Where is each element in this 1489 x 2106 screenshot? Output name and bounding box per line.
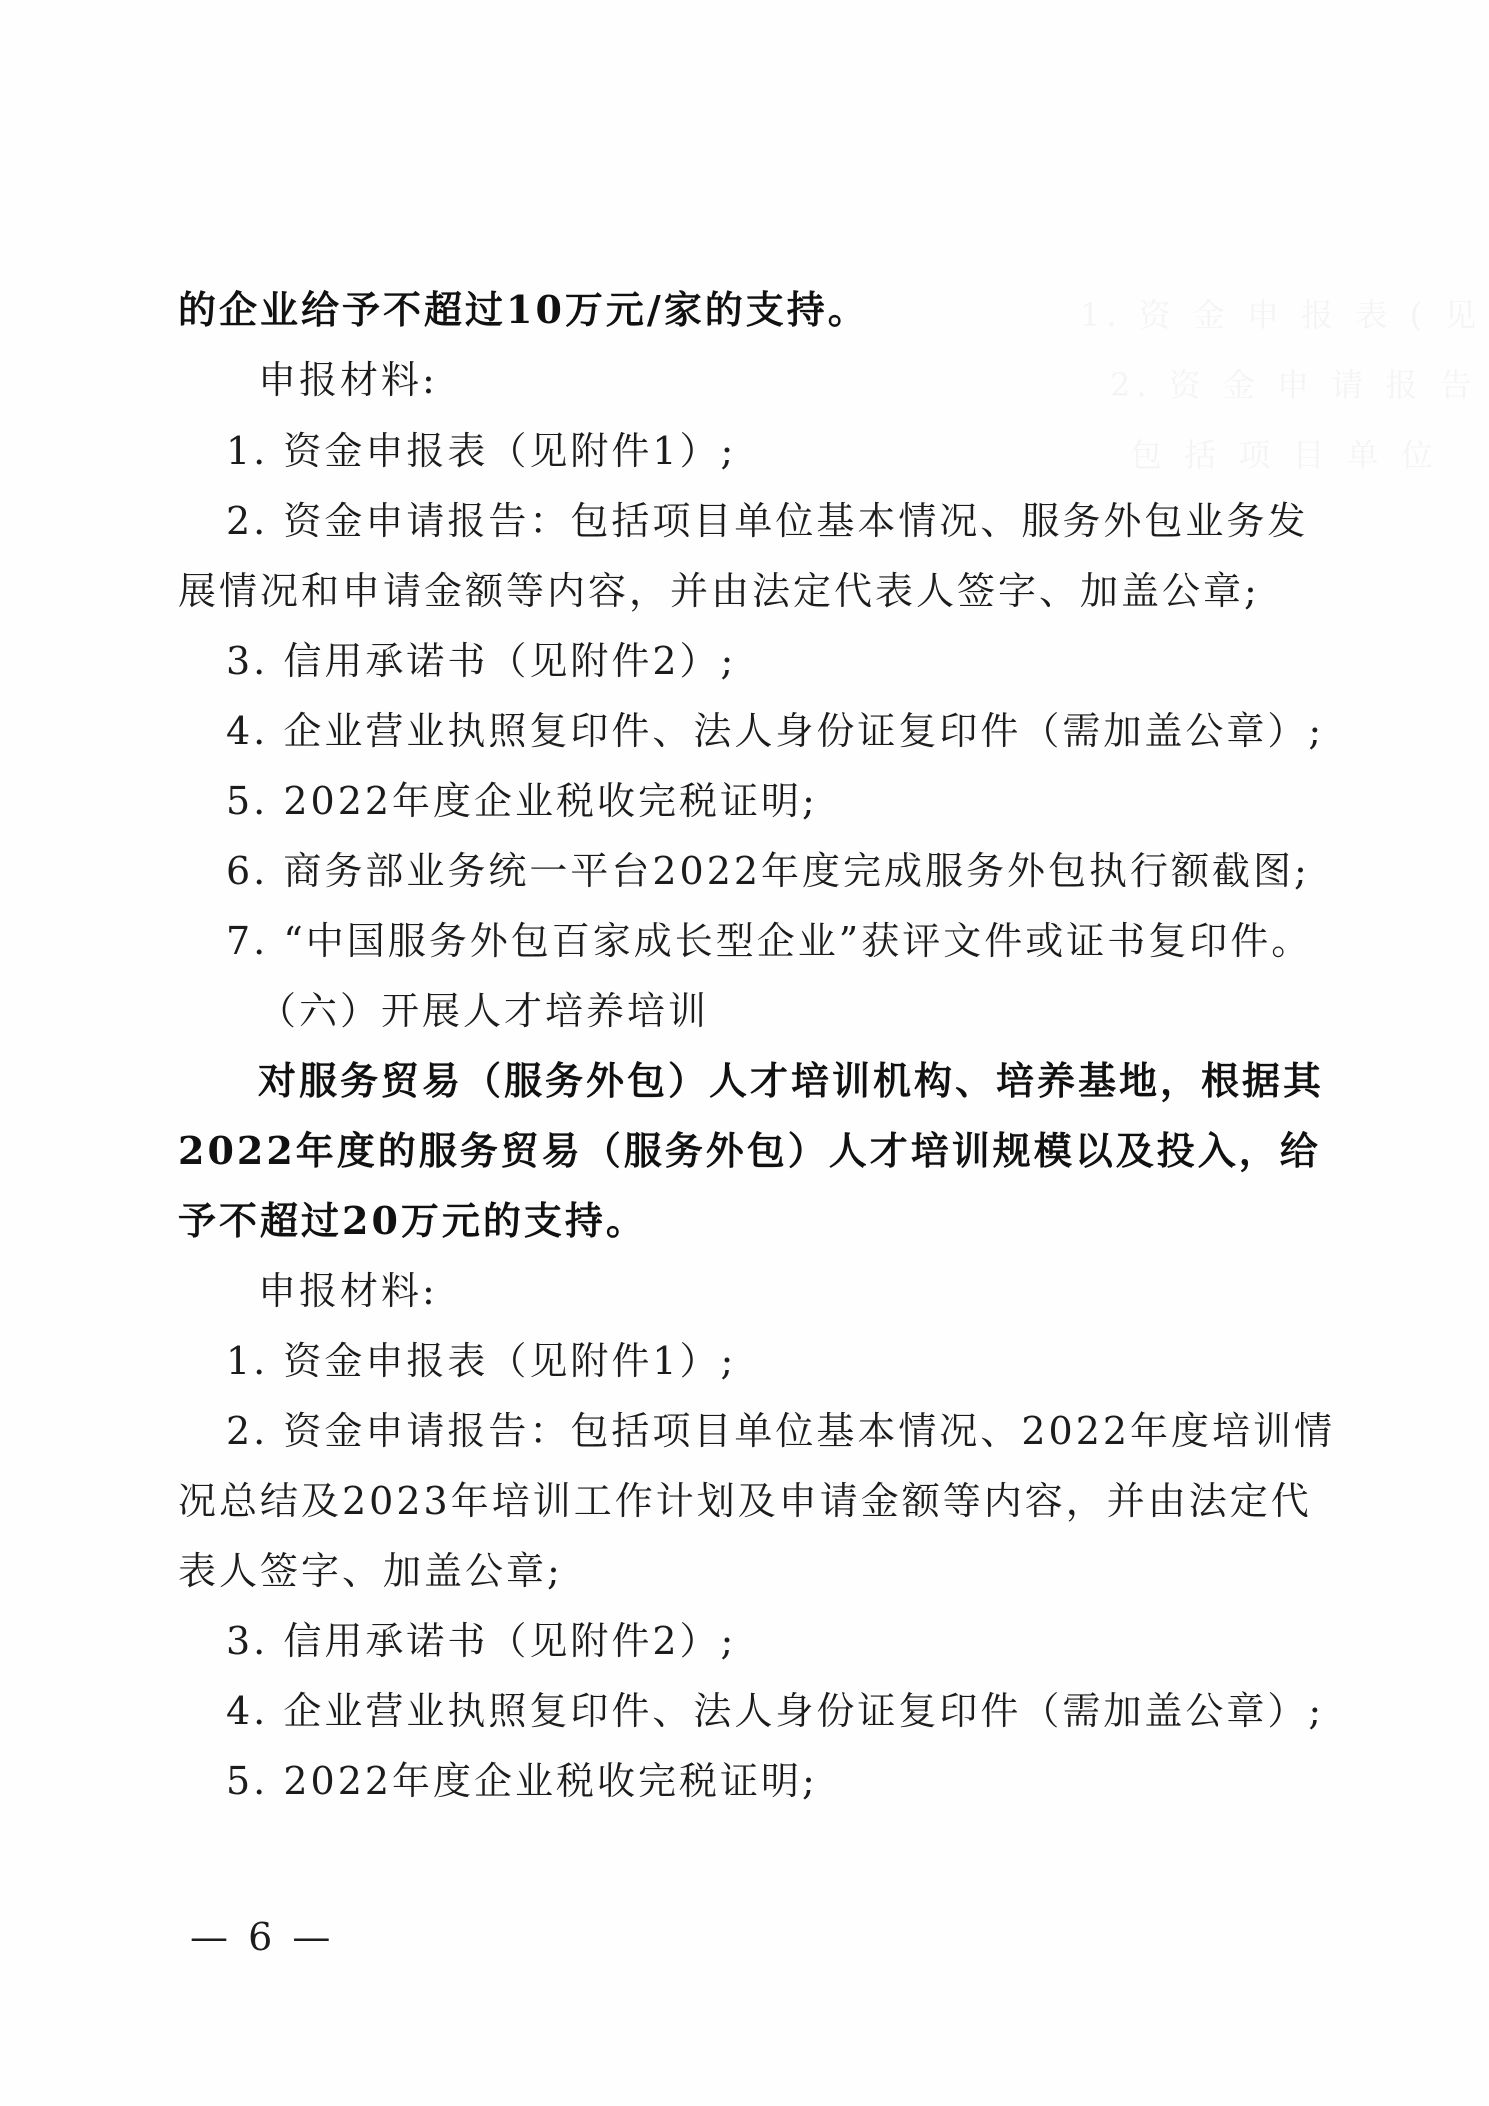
text-line-10: 7. “中国服务外包百家成长型企业”获评文件或证书复印件。 [226, 919, 1313, 963]
text-line-20: 3. 信用承诺书（见附件2）; [226, 1619, 737, 1663]
text-line-8: 5. 2022年度企业税收完税证明; [226, 779, 818, 823]
text-line-16: 1. 资金申报表（见附件1）; [226, 1339, 737, 1383]
text-line-12: 对服务贸易（服务外包）人才培训机构、培养基地，根据其 [258, 1058, 1325, 1103]
text-line-11: （六）开展人才培养培训 [258, 989, 710, 1033]
text-line-18: 况总结及2023年培训工作计划及申请金额等内容，并由法定代 [178, 1479, 1312, 1523]
text-line-5: 展情况和申请金额等内容，并由法定代表人签字、加盖公章; [178, 569, 1260, 613]
text-line-14: 予不超过20万元的支持。 [178, 1198, 647, 1243]
show-through-text: 包 括 项 目 单 位 [1130, 436, 1439, 474]
text-line-1: 的企业给予不超过10万元/家的支持。 [178, 287, 869, 332]
text-line-2: 申报材料: [258, 358, 438, 402]
text-line-4: 2. 资金申请报告：包括项目单位基本情况、服务外包业务发 [226, 499, 1309, 543]
text-line-17: 2. 资金申请报告：包括项目单位基本情况、2022年度培训情 [226, 1409, 1336, 1453]
text-line-6: 3. 信用承诺书（见附件2）; [226, 639, 737, 683]
text-line-21: 4. 企业营业执照复印件、法人身份证复印件（需加盖公章）; [226, 1689, 1325, 1733]
show-through-text: 2. 资 金 申 请 报 告 [1110, 366, 1478, 404]
text-line-7: 4. 企业营业执照复印件、法人身份证复印件（需加盖公章）; [226, 709, 1325, 753]
page-number: — 6 — [190, 1915, 335, 1959]
text-line-15: 申报材料: [258, 1269, 438, 1313]
show-through-text: 1. 资 金 申 报 表 ( 见 [1080, 296, 1483, 334]
text-line-19: 表人签字、加盖公章; [178, 1549, 563, 1593]
text-line-3: 1. 资金申报表（见附件1）; [226, 429, 737, 473]
text-line-22: 5. 2022年度企业税收完税证明; [226, 1759, 818, 1803]
text-line-9: 6. 商务部业务统一平台2022年度完成服务外包执行额截图; [226, 849, 1310, 893]
text-line-13: 2022年度的服务贸易（服务外包）人才培训规模以及投入，给 [178, 1128, 1321, 1173]
